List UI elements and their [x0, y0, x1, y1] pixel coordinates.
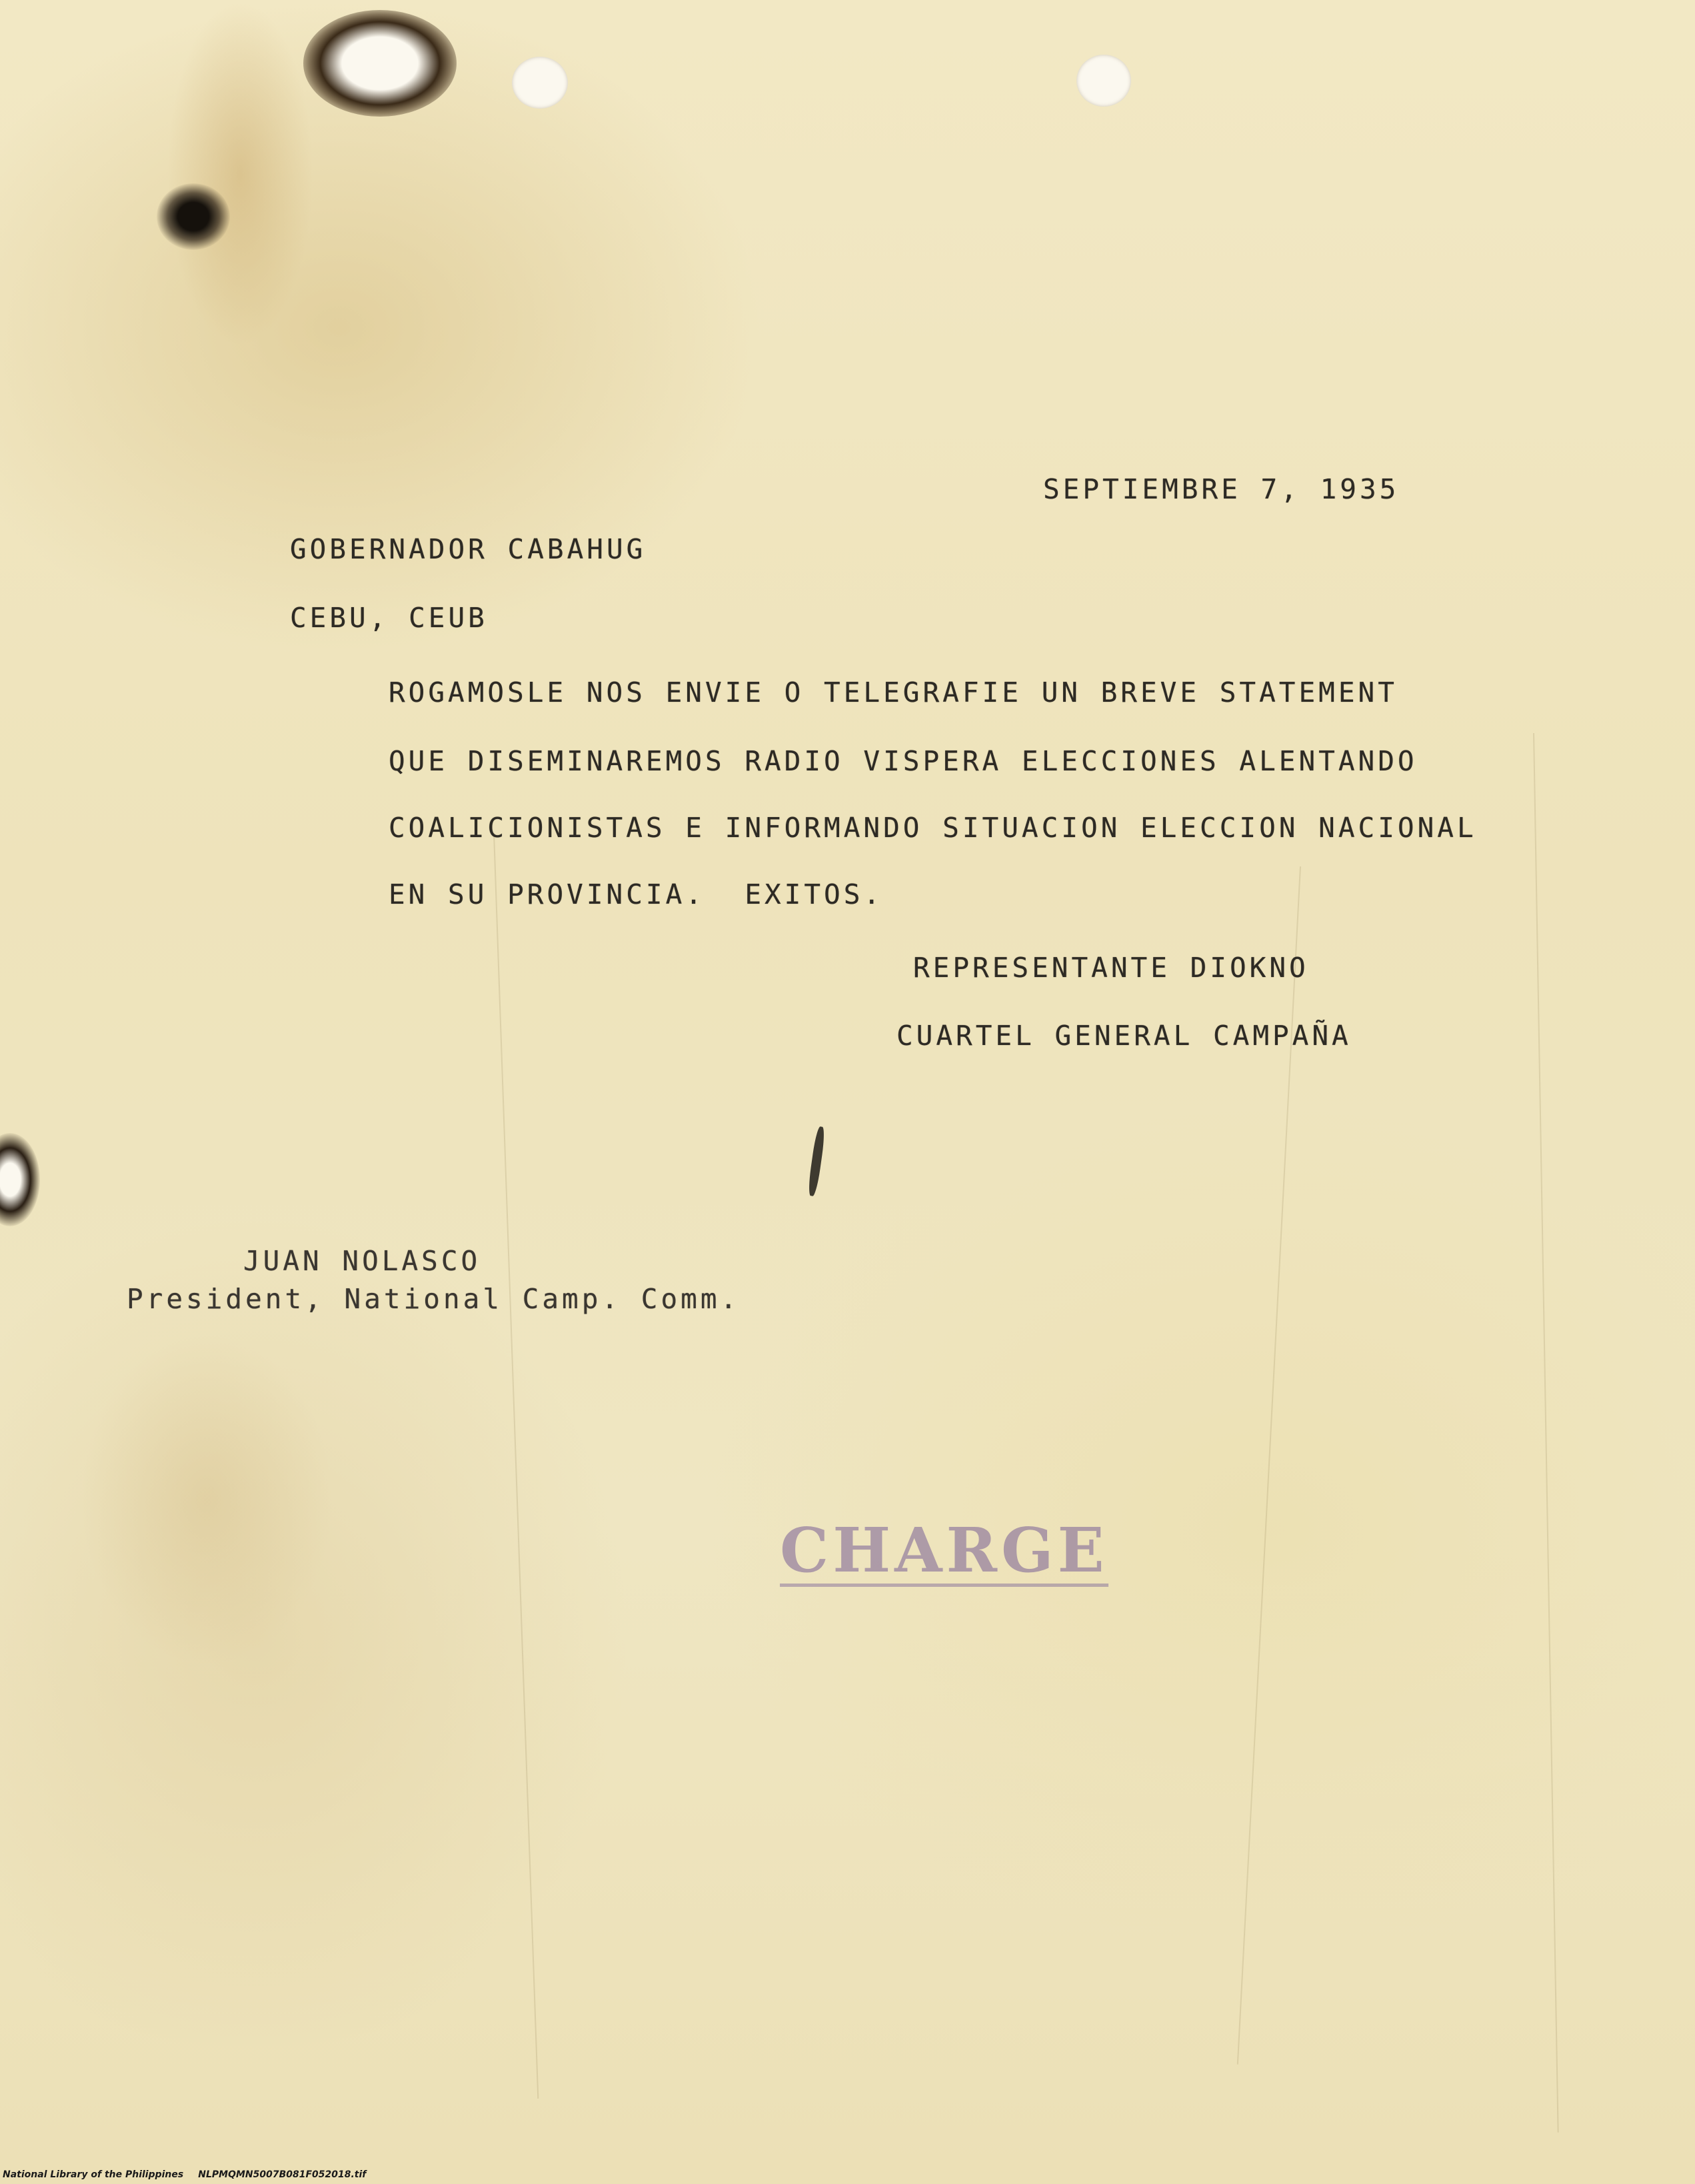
- punch-hole: [512, 57, 568, 109]
- closing-name: REPRESENTANTE DIOKNO: [913, 952, 1309, 984]
- file-id: NLPMQMN5007B081F052018.tif: [198, 2169, 367, 2180]
- body-line: ROGAMOSLE NOS ENVIE O TELEGRAFIE UN BREVE STATEMENT: [389, 676, 1398, 708]
- water-stain: [167, 0, 313, 347]
- punch-hole: [1076, 55, 1131, 107]
- burn-mark: [157, 183, 230, 250]
- paper-crease: [1533, 733, 1559, 2133]
- sender-title: President, National Camp. Comm.: [127, 1283, 741, 1315]
- recipient-location: CEBU, CEUB: [290, 602, 488, 634]
- archive-name: National Library of the Philippines: [3, 2169, 184, 2180]
- recipient-name: GOBERNADOR CABAHUG: [290, 533, 647, 565]
- sender-name: JUAN NOLASCO: [243, 1245, 481, 1277]
- closing-office: CUARTEL GENERAL CAMPAÑA: [896, 1020, 1352, 1052]
- pen-mark: [807, 1126, 826, 1197]
- body-line: EN SU PROVINCIA. EXITOS.: [389, 878, 884, 910]
- water-stain: [80, 1333, 333, 1666]
- scan-footer: [3, 2169, 381, 2180]
- body-line: QUE DISEMINAREMOS RADIO VISPERA ELECCIONES ALENTANDO: [389, 745, 1418, 777]
- body-line: COALICIONISTAS E INFORMANDO SITUACION ELECCION NACIONAL: [389, 812, 1477, 844]
- paper-crease: [493, 833, 539, 2099]
- burn-mark: [0, 1133, 40, 1226]
- letter-date: SEPTIEMBRE 7, 1935: [1043, 473, 1400, 505]
- burn-mark: [303, 10, 457, 117]
- charge-stamp: CHARGE: [780, 1514, 1108, 1586]
